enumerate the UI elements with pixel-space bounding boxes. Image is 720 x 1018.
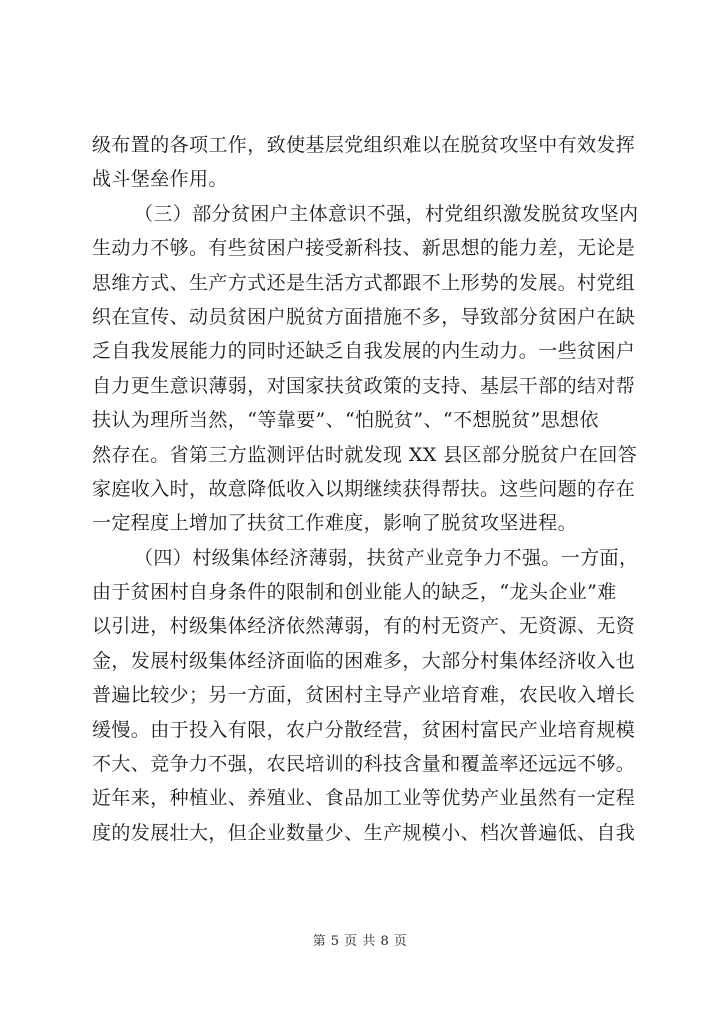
text-line: 金，发展村级集体经济面临的困难多，大部分村集体经济收入也 [92, 649, 636, 672]
text-line: 生动力不够。有些贫困户接受新科技、新思想的能力差，无论是 [92, 237, 636, 260]
text-line: 以引进，村级集体经济依然薄弱，有的村无资产、无资源、无资 [92, 615, 636, 638]
text-line: 普遍比较少；另一方面，贫困村主导产业培育难，农民收入增长 [92, 684, 636, 707]
text-line: 近年来，种植业、养殖业、食品加工业等优势产业虽然有一定程 [92, 787, 636, 810]
text-line: （三）部分贫困户主体意识不强，村党组织激发脱贫攻坚内 [134, 202, 639, 225]
text-line: 不大、竞争力不强，农民培训的科技含量和覆盖率还远远不够。 [92, 753, 636, 776]
text-line: 级布置的各项工作，致使基层党组织难以在脱贫攻坚中有效发挥 [92, 134, 636, 156]
text-line: （四）村级集体经济薄弱，扶贫产业竞争力不强。一方面， [134, 546, 639, 569]
body-text [92, 128, 639, 850]
text-line: 一定程度上增加了扶贫工作难度，影响了脱贫攻坚进程。 [92, 512, 578, 535]
text-line: 然存在。省第三方监测评估时就发现 XX 县区部分脱贫户在回答 [92, 443, 638, 466]
page-number-footer: 第 5 页 共 8 页 [312, 934, 408, 949]
text-line: 家庭收入时，故意降低收入以期继续获得帮扶。这些问题的存在 [92, 477, 636, 500]
text-line: 扶认为理所当然，“等靠要”、“怕脱贫”、“不想脱贫”思想依 [92, 409, 599, 432]
text-line: 战斗堡垒作用。 [92, 168, 228, 191]
text-line: 思维方式、生产方式还是生活方式都跟不上形势的发展。村党组 [92, 271, 636, 294]
text-line: 织在宣传、动员贫困户脱贫方面措施不多，导致部分贫困户在缺 [92, 305, 636, 328]
text-line: 缓慢。由于投入有限，农户分散经营，贫困村富民产业培育规模 [92, 718, 636, 741]
text-line: 自力更生意识薄弱，对国家扶贫政策的支持、基层干部的结对帮 [92, 374, 636, 397]
text-line: 乏自我发展能力的同时还缺乏自我发展的内生动力。一些贫困户 [92, 340, 636, 363]
text-line: 由于贫困村自身条件的限制和创业能人的缺乏，“龙头企业”难 [92, 581, 617, 604]
text-line: 度的发展壮大，但企业数量少、生产规模小、档次普遍低、自我 [92, 821, 636, 844]
